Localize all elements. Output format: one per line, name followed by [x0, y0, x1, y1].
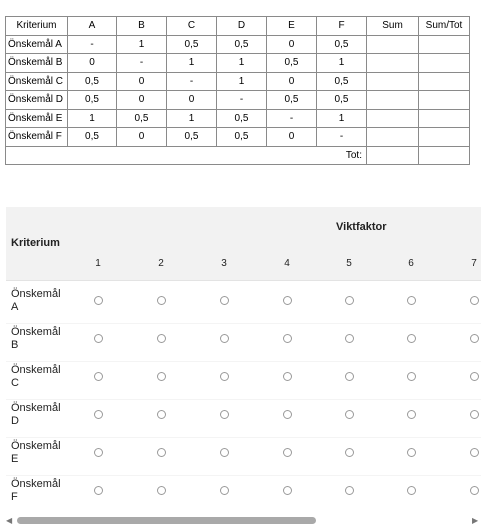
- matrix-row: [6, 54, 470, 73]
- matrix-cell: -: [167, 72, 217, 91]
- weight-radio-button[interactable]: [220, 372, 229, 381]
- matrix-row-label: Önskemål C: [6, 72, 68, 91]
- matrix-cell: 1: [217, 54, 267, 73]
- weight-row-label-line: Önskemål: [11, 478, 61, 490]
- weight-row-label-line: Önskemål: [11, 288, 61, 300]
- weight-radio-button[interactable]: [345, 334, 354, 343]
- matrix-sum-cell: [367, 35, 419, 54]
- criterion-header: Kriterium: [11, 237, 60, 249]
- matrix-sum-cell: [367, 109, 419, 128]
- matrix-row-label: Önskemål F: [6, 128, 68, 147]
- weight-radio-button[interactable]: [283, 448, 292, 457]
- weight-radio-button[interactable]: [94, 296, 103, 305]
- pairwise-comparison-table: [5, 16, 470, 165]
- weight-row-label: [11, 288, 63, 314]
- weight-row-label-line: Önskemål: [11, 326, 61, 338]
- weight-radio-button[interactable]: [407, 486, 416, 495]
- matrix-cell: 0: [267, 72, 317, 91]
- matrix-cell: 0,5: [117, 109, 167, 128]
- matrix-column-header: E: [267, 17, 317, 36]
- weight-radio-button[interactable]: [157, 486, 166, 495]
- matrix-cell: -: [217, 91, 267, 110]
- weight-radio-button[interactable]: [345, 410, 354, 419]
- matrix-cell: 0,5: [267, 54, 317, 73]
- row-divider: [6, 323, 481, 324]
- weight-radio-button[interactable]: [157, 410, 166, 419]
- weight-scale-label: 4: [284, 258, 290, 269]
- matrix-column-header: Sum: [367, 17, 419, 36]
- weight-radio-button[interactable]: [220, 334, 229, 343]
- weight-radio-button[interactable]: [94, 486, 103, 495]
- weight-radio-button[interactable]: [470, 372, 479, 381]
- matrix-cell: 1: [68, 109, 117, 128]
- matrix-cell: 1: [317, 109, 367, 128]
- matrix-column-header: B: [117, 17, 167, 36]
- horizontal-scrollbar[interactable]: [0, 514, 486, 528]
- matrix-row-label: Önskemål E: [6, 109, 68, 128]
- weight-radio-button[interactable]: [470, 486, 479, 495]
- matrix-cell: 0,5: [68, 128, 117, 147]
- matrix-cell: 0,5: [167, 35, 217, 54]
- weight-radio-button[interactable]: [345, 448, 354, 457]
- matrix-sum-cell: [419, 128, 470, 147]
- weight-scale-label: 6: [408, 258, 414, 269]
- weight-radio-button[interactable]: [283, 334, 292, 343]
- weight-factor-title: Viktfaktor: [336, 221, 387, 233]
- matrix-total-cell: [419, 146, 470, 165]
- weight-radio-button[interactable]: [345, 296, 354, 305]
- matrix-column-header: C: [167, 17, 217, 36]
- matrix-sum-cell: [367, 54, 419, 73]
- matrix-cell: 1: [167, 109, 217, 128]
- weight-radio-button[interactable]: [407, 334, 416, 343]
- matrix-cell: 0,5: [317, 72, 367, 91]
- matrix-row: [6, 128, 470, 147]
- matrix-cell: 0,5: [317, 91, 367, 110]
- matrix-cell: 1: [217, 72, 267, 91]
- weight-row-label-line: E: [11, 453, 19, 465]
- matrix-row: [6, 72, 470, 91]
- matrix-sum-cell: [419, 109, 470, 128]
- weight-row-label-line: F: [11, 491, 18, 503]
- matrix-row: [6, 91, 470, 110]
- weight-radio-button[interactable]: [470, 448, 479, 457]
- weight-radio-button[interactable]: [407, 372, 416, 381]
- weight-radio-button[interactable]: [283, 486, 292, 495]
- weight-radio-button[interactable]: [407, 448, 416, 457]
- weight-row-label-line: Önskemål: [11, 402, 61, 414]
- matrix-cell: 0,5: [267, 91, 317, 110]
- weight-radio-button[interactable]: [157, 296, 166, 305]
- matrix-column-header: Sum/Tot: [419, 17, 470, 36]
- weight-row-label: [11, 440, 63, 466]
- matrix-row: [6, 35, 470, 54]
- weight-scale-label: 7: [471, 258, 477, 269]
- weight-radio-button[interactable]: [283, 372, 292, 381]
- matrix-column-header: Kriterium: [6, 17, 68, 36]
- weight-scale-label: 5: [346, 258, 352, 269]
- weight-radio-button[interactable]: [470, 334, 479, 343]
- matrix-cell: 0: [167, 91, 217, 110]
- weight-row-label-line: Önskemål: [11, 440, 61, 452]
- weight-factor-form: [6, 207, 481, 514]
- matrix-column-header: A: [68, 17, 117, 36]
- weight-scale-label: 2: [158, 258, 164, 269]
- weight-radio-button[interactable]: [407, 410, 416, 419]
- weight-row-label-line: A: [11, 301, 19, 313]
- row-divider: [6, 361, 481, 362]
- weight-radio-button[interactable]: [220, 296, 229, 305]
- matrix-cell: 0,5: [68, 91, 117, 110]
- weight-radio-button[interactable]: [220, 410, 229, 419]
- matrix-cell: -: [267, 109, 317, 128]
- matrix-cell: 1: [167, 54, 217, 73]
- matrix-cell: -: [68, 35, 117, 54]
- weight-row-label-line: D: [11, 415, 19, 427]
- matrix-row-label: Önskemål B: [6, 54, 68, 73]
- weight-scale-label: 3: [221, 258, 227, 269]
- weight-row-label-line: Önskemål: [11, 364, 61, 376]
- weight-radio-button[interactable]: [157, 334, 166, 343]
- matrix-total-label: Tot:: [6, 146, 367, 165]
- matrix-cell: 0,5: [167, 128, 217, 147]
- weight-radio-button[interactable]: [345, 372, 354, 381]
- matrix-cell: 0: [117, 72, 167, 91]
- weight-row-label: [11, 364, 63, 390]
- weight-row-label: [11, 478, 63, 504]
- row-divider: [6, 399, 481, 400]
- weight-scale-label: 1: [95, 258, 101, 269]
- weight-radio-button[interactable]: [470, 410, 479, 419]
- matrix-cell: 0,5: [317, 35, 367, 54]
- matrix-cell: 1: [317, 54, 367, 73]
- matrix-cell: 0: [267, 128, 317, 147]
- weight-row-label: [11, 402, 63, 428]
- matrix-sum-cell: [419, 54, 470, 73]
- row-divider: [6, 475, 481, 476]
- matrix-cell: -: [117, 54, 167, 73]
- matrix-column-header: D: [217, 17, 267, 36]
- scrollbar-thumb[interactable]: [17, 517, 316, 524]
- matrix-column-header: F: [317, 17, 367, 36]
- matrix-total-cell: [367, 146, 419, 165]
- scroll-right-arrow-icon[interactable]: ▶: [472, 516, 479, 525]
- row-divider: [6, 437, 481, 438]
- weight-row-label-line: C: [11, 377, 19, 389]
- scroll-left-arrow-icon[interactable]: ◀: [6, 516, 13, 525]
- matrix-cell: 0,5: [68, 72, 117, 91]
- matrix-cell: 0,5: [217, 128, 267, 147]
- matrix-cell: 0: [117, 128, 167, 147]
- weight-radio-button[interactable]: [283, 410, 292, 419]
- matrix-row: [6, 109, 470, 128]
- matrix-row-label: Önskemål A: [6, 35, 68, 54]
- matrix-cell: 0: [267, 35, 317, 54]
- matrix-sum-cell: [367, 91, 419, 110]
- weight-radio-button[interactable]: [345, 486, 354, 495]
- weight-radio-button[interactable]: [94, 448, 103, 457]
- weight-radio-button[interactable]: [470, 296, 479, 305]
- matrix-sum-cell: [367, 128, 419, 147]
- weight-factor-header: [6, 207, 481, 281]
- matrix-cell: 0,5: [217, 109, 267, 128]
- weight-radio-button[interactable]: [94, 334, 103, 343]
- matrix-sum-cell: [367, 72, 419, 91]
- weight-radio-button[interactable]: [407, 296, 416, 305]
- weight-radio-button[interactable]: [220, 448, 229, 457]
- weight-radio-button[interactable]: [94, 372, 103, 381]
- weight-radio-button[interactable]: [157, 448, 166, 457]
- weight-radio-button[interactable]: [283, 296, 292, 305]
- matrix-row-label: Önskemål D: [6, 91, 68, 110]
- matrix-cell: 0: [68, 54, 117, 73]
- matrix-total-row: [6, 146, 470, 165]
- matrix-cell: 1: [117, 35, 167, 54]
- weight-row-label-line: B: [11, 339, 19, 351]
- weight-radio-button[interactable]: [220, 486, 229, 495]
- weight-row-label: [11, 326, 63, 352]
- weight-radio-button[interactable]: [94, 410, 103, 419]
- matrix-header-row: [6, 17, 470, 36]
- matrix-sum-cell: [419, 35, 470, 54]
- matrix-cell: 0,5: [217, 35, 267, 54]
- matrix-cell: 0: [117, 91, 167, 110]
- matrix-cell: -: [317, 128, 367, 147]
- weight-radio-button[interactable]: [157, 372, 166, 381]
- matrix-sum-cell: [419, 91, 470, 110]
- matrix-sum-cell: [419, 72, 470, 91]
